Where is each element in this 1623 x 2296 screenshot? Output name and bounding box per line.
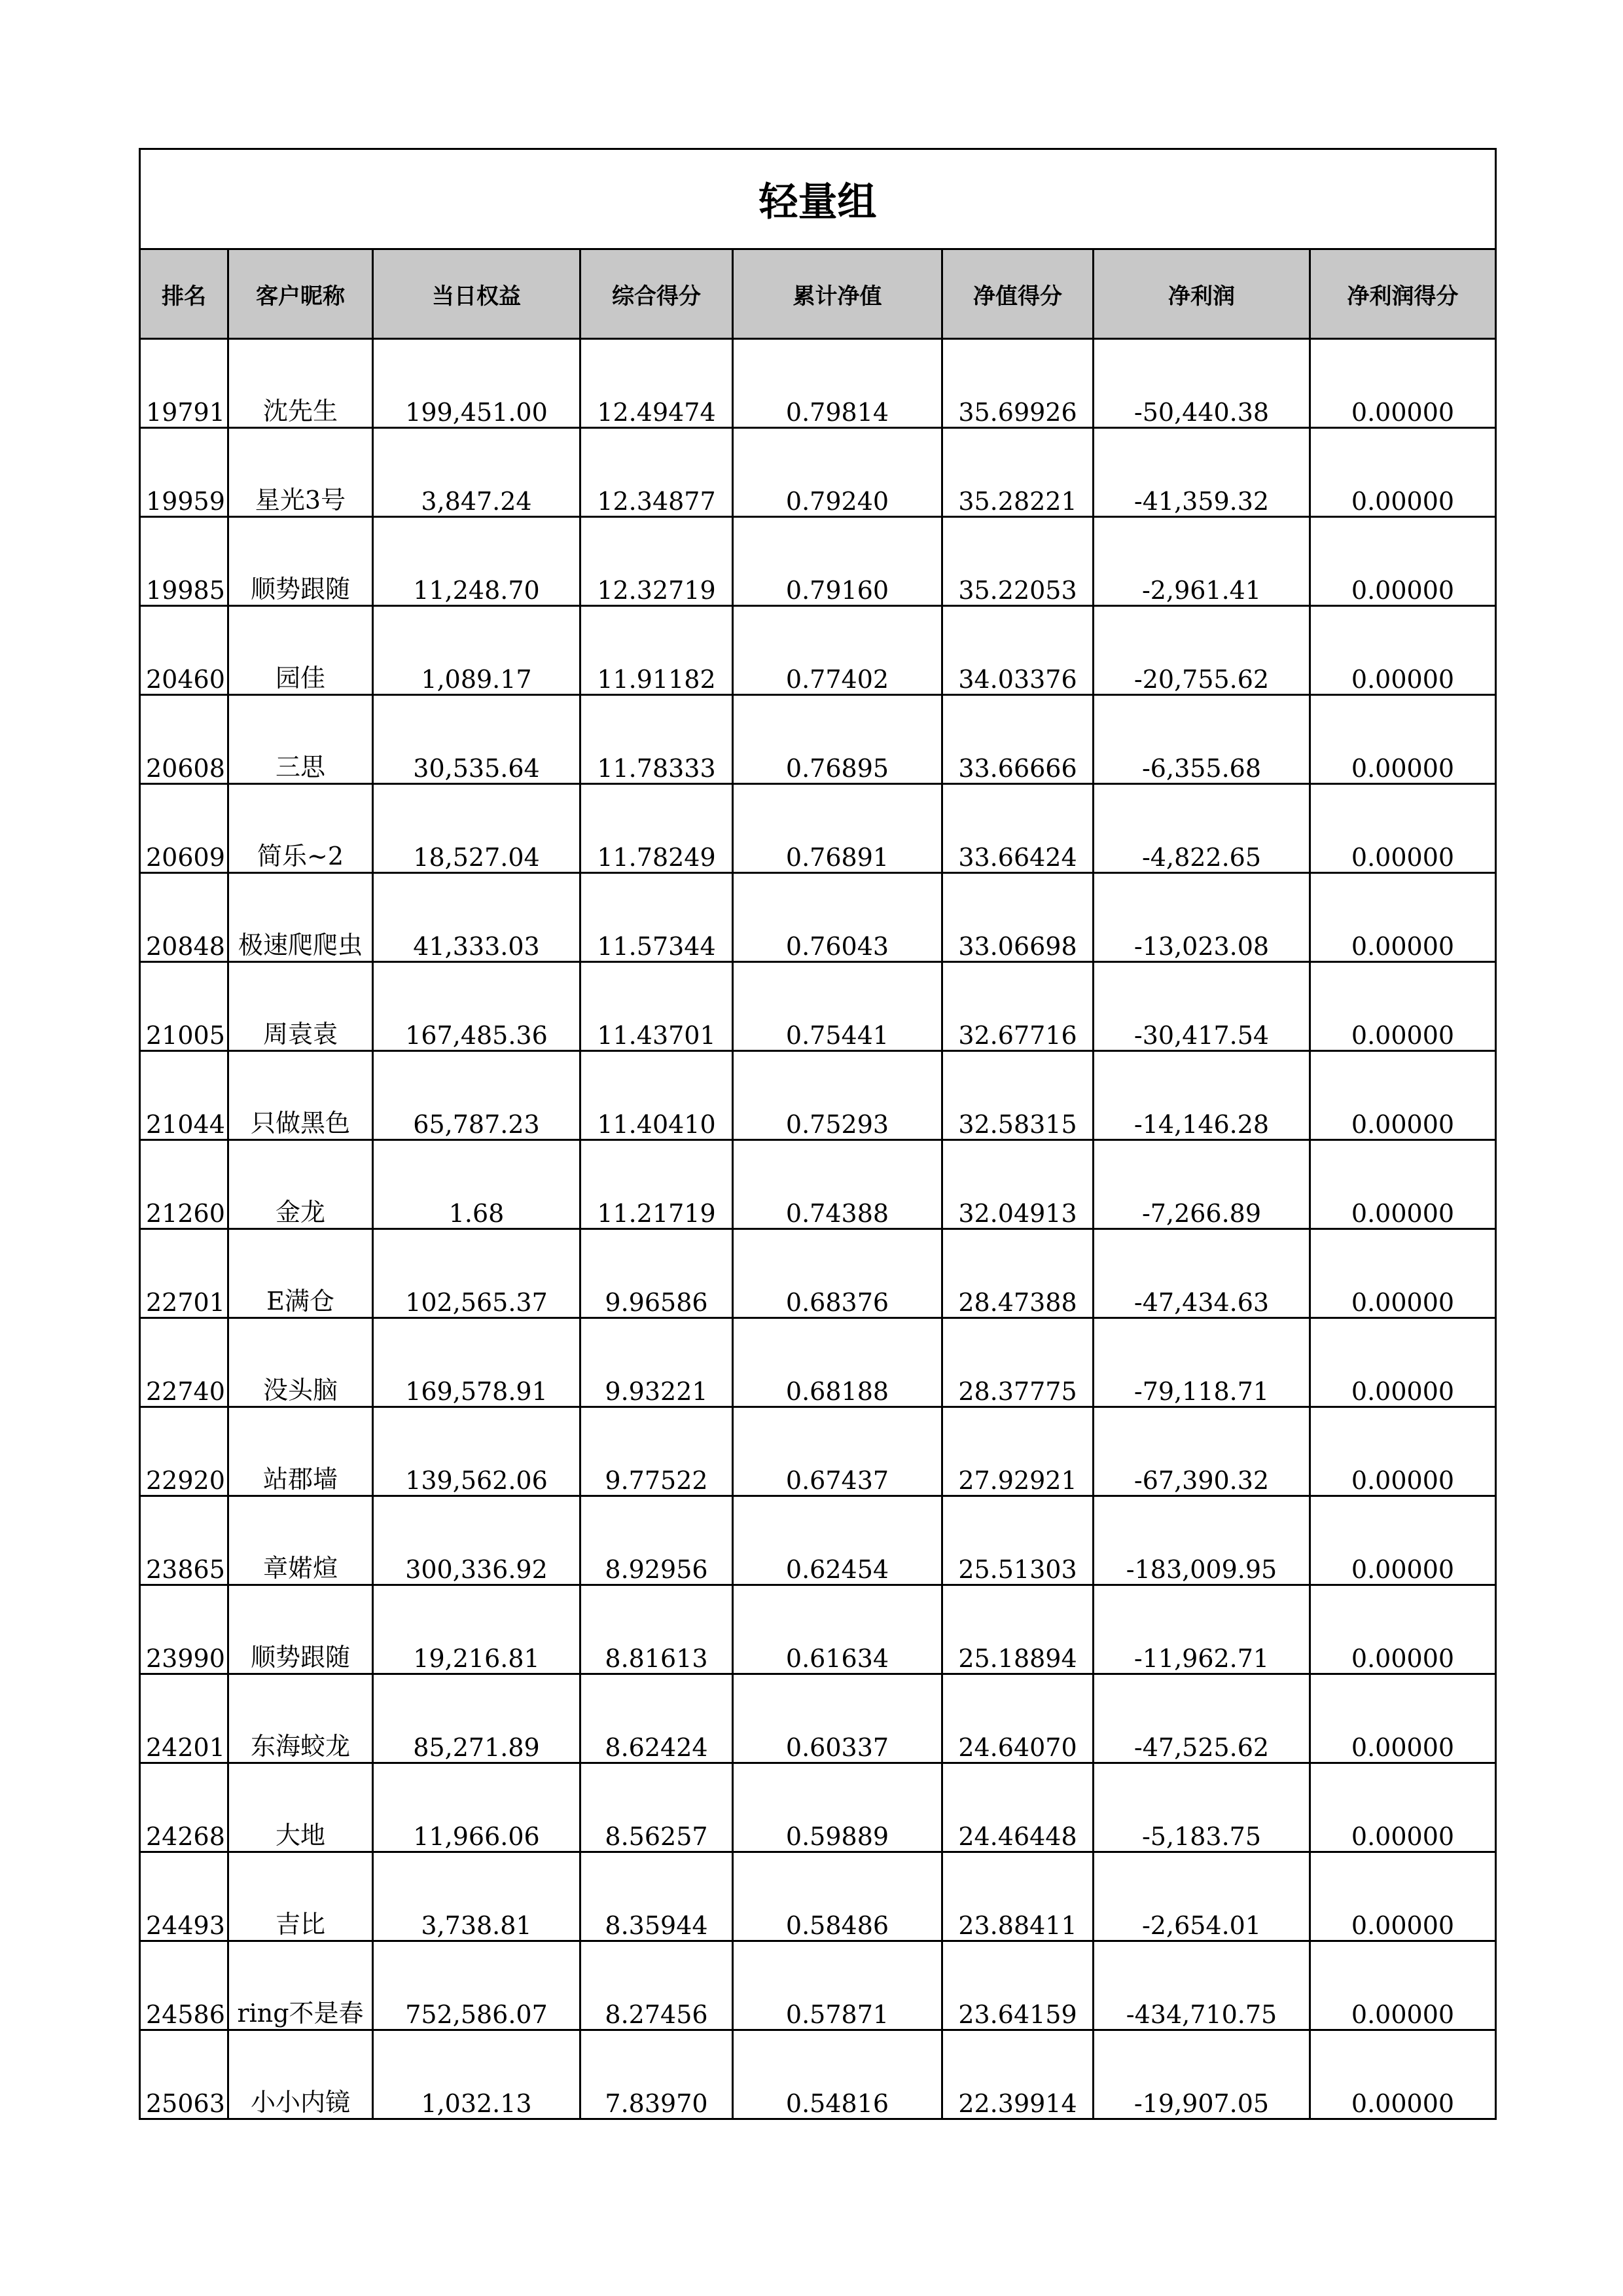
total-score-cell: 9.96586 [580, 1229, 733, 1318]
nickname-cell: 金龙 [228, 1140, 373, 1229]
table-row [140, 606, 1496, 695]
rank-cell: 20848 [140, 873, 228, 962]
equity-cell: 3,847.24 [373, 428, 580, 517]
net-profit-cell: -4,822.65 [1094, 784, 1310, 873]
nav-score-cell: 34.03376 [942, 606, 1094, 695]
equity-cell: 1,032.13 [373, 2030, 580, 2119]
net-profit-score-cell: 0.00000 [1310, 1229, 1496, 1318]
cumulative-nav-cell: 0.79160 [733, 517, 942, 606]
nickname-cell: E满仓 [228, 1229, 373, 1318]
total-score-cell: 12.32719 [580, 517, 733, 606]
nav-score-cell: 25.51303 [942, 1496, 1094, 1585]
nickname-cell: 站郡墙 [228, 1407, 373, 1496]
table-row [140, 1407, 1496, 1496]
rank-cell: 22701 [140, 1229, 228, 1318]
nickname-cell: 简乐~2 [228, 784, 373, 873]
total-score-cell: 8.62424 [580, 1674, 733, 1763]
nickname-cell: 没头脑 [228, 1318, 373, 1407]
equity-cell: 18,527.04 [373, 784, 580, 873]
rank-cell: 24201 [140, 1674, 228, 1763]
net-profit-score-cell: 0.00000 [1310, 695, 1496, 784]
col-header-net-profit: 净利润 [1094, 249, 1310, 339]
net-profit-cell: -2,961.41 [1094, 517, 1310, 606]
net-profit-cell: -47,434.63 [1094, 1229, 1310, 1318]
equity-cell: 169,578.91 [373, 1318, 580, 1407]
nickname-cell: 三思 [228, 695, 373, 784]
rank-cell: 25063 [140, 2030, 228, 2119]
total-score-cell: 8.81613 [580, 1585, 733, 1674]
table-body [140, 339, 1496, 2119]
equity-cell: 3,738.81 [373, 1852, 580, 1941]
equity-cell: 11,248.70 [373, 517, 580, 606]
nickname-cell: ring不是春 [228, 1941, 373, 2030]
table-title: 轻量组 [140, 149, 1496, 249]
cumulative-nav-cell: 0.68188 [733, 1318, 942, 1407]
cumulative-nav-cell: 0.76043 [733, 873, 942, 962]
rank-cell: 21044 [140, 1051, 228, 1140]
net-profit-score-cell: 0.00000 [1310, 873, 1496, 962]
cumulative-nav-cell: 0.76895 [733, 695, 942, 784]
table-row [140, 962, 1496, 1051]
equity-cell: 41,333.03 [373, 873, 580, 962]
equity-cell: 752,586.07 [373, 1941, 580, 2030]
nickname-cell: 东海蛟龙 [228, 1674, 373, 1763]
nav-score-cell: 35.28221 [942, 428, 1094, 517]
nav-score-cell: 33.66666 [942, 695, 1094, 784]
total-score-cell: 9.93221 [580, 1318, 733, 1407]
net-profit-score-cell: 0.00000 [1310, 784, 1496, 873]
col-header-net-profit-score: 净利润得分 [1310, 249, 1496, 339]
nav-score-cell: 32.58315 [942, 1051, 1094, 1140]
net-profit-score-cell: 0.00000 [1310, 1585, 1496, 1674]
cumulative-nav-cell: 0.75293 [733, 1051, 942, 1140]
net-profit-cell: -20,755.62 [1094, 606, 1310, 695]
title-row [140, 149, 1496, 249]
total-score-cell: 12.49474 [580, 339, 733, 428]
nav-score-cell: 28.47388 [942, 1229, 1094, 1318]
net-profit-score-cell: 0.00000 [1310, 1318, 1496, 1407]
total-score-cell: 11.40410 [580, 1051, 733, 1140]
nav-score-cell: 22.39914 [942, 2030, 1094, 2119]
cumulative-nav-cell: 0.58486 [733, 1852, 942, 1941]
nickname-cell: 星光3号 [228, 428, 373, 517]
col-header-nickname: 客户昵称 [228, 249, 373, 339]
net-profit-score-cell: 0.00000 [1310, 1407, 1496, 1496]
equity-cell: 139,562.06 [373, 1407, 580, 1496]
equity-cell: 65,787.23 [373, 1051, 580, 1140]
net-profit-cell: -47,525.62 [1094, 1674, 1310, 1763]
nav-score-cell: 32.04913 [942, 1140, 1094, 1229]
net-profit-cell: -434,710.75 [1094, 1941, 1310, 2030]
net-profit-cell: -14,146.28 [1094, 1051, 1310, 1140]
equity-cell: 167,485.36 [373, 962, 580, 1051]
total-score-cell: 11.78333 [580, 695, 733, 784]
equity-cell: 1,089.17 [373, 606, 580, 695]
nav-score-cell: 24.46448 [942, 1763, 1094, 1852]
equity-cell: 85,271.89 [373, 1674, 580, 1763]
cumulative-nav-cell: 0.76891 [733, 784, 942, 873]
total-score-cell: 11.57344 [580, 873, 733, 962]
nav-score-cell: 35.22053 [942, 517, 1094, 606]
total-score-cell: 11.43701 [580, 962, 733, 1051]
nickname-cell: 章婼煊 [228, 1496, 373, 1585]
rank-cell: 24493 [140, 1852, 228, 1941]
net-profit-score-cell: 0.00000 [1310, 1852, 1496, 1941]
table-row [140, 1674, 1496, 1763]
nav-score-cell: 35.69926 [942, 339, 1094, 428]
table-row [140, 1140, 1496, 1229]
nav-score-cell: 23.88411 [942, 1852, 1094, 1941]
rank-cell: 24268 [140, 1763, 228, 1852]
cumulative-nav-cell: 0.61634 [733, 1585, 942, 1674]
nickname-cell: 大地 [228, 1763, 373, 1852]
net-profit-score-cell: 0.00000 [1310, 1496, 1496, 1585]
total-score-cell: 8.27456 [580, 1941, 733, 2030]
col-header-cumulative-nav: 累计净值 [733, 249, 942, 339]
cumulative-nav-cell: 0.74388 [733, 1140, 942, 1229]
cumulative-nav-cell: 0.75441 [733, 962, 942, 1051]
net-profit-score-cell: 0.00000 [1310, 1051, 1496, 1140]
net-profit-score-cell: 0.00000 [1310, 428, 1496, 517]
net-profit-score-cell: 0.00000 [1310, 1674, 1496, 1763]
net-profit-cell: -5,183.75 [1094, 1763, 1310, 1852]
table-row [140, 873, 1496, 962]
table-row [140, 428, 1496, 517]
cumulative-nav-cell: 0.68376 [733, 1229, 942, 1318]
net-profit-cell: -7,266.89 [1094, 1140, 1310, 1229]
nickname-cell: 园佳 [228, 606, 373, 695]
rank-cell: 22740 [140, 1318, 228, 1407]
net-profit-cell: -67,390.32 [1094, 1407, 1310, 1496]
nav-score-cell: 25.18894 [942, 1585, 1094, 1674]
rank-cell: 20609 [140, 784, 228, 873]
table-row [140, 1496, 1496, 1585]
table-row [140, 517, 1496, 606]
net-profit-cell: -79,118.71 [1094, 1318, 1310, 1407]
nickname-cell: 周袁袁 [228, 962, 373, 1051]
nav-score-cell: 27.92921 [942, 1407, 1094, 1496]
nickname-cell: 小小内镜 [228, 2030, 373, 2119]
table-row [140, 1941, 1496, 2030]
cumulative-nav-cell: 0.60337 [733, 1674, 942, 1763]
nickname-cell: 吉比 [228, 1852, 373, 1941]
total-score-cell: 7.83970 [580, 2030, 733, 2119]
col-header-nav-score: 净值得分 [942, 249, 1094, 339]
net-profit-score-cell: 0.00000 [1310, 2030, 1496, 2119]
net-profit-cell: -11,962.71 [1094, 1585, 1310, 1674]
total-score-cell: 9.77522 [580, 1407, 733, 1496]
net-profit-score-cell: 0.00000 [1310, 1140, 1496, 1229]
net-profit-cell: -30,417.54 [1094, 962, 1310, 1051]
table-row [140, 1051, 1496, 1140]
rank-cell: 19985 [140, 517, 228, 606]
col-header-equity: 当日权益 [373, 249, 580, 339]
total-score-cell: 11.78249 [580, 784, 733, 873]
net-profit-cell: -19,907.05 [1094, 2030, 1310, 2119]
col-header-total-score: 综合得分 [580, 249, 733, 339]
net-profit-cell: -183,009.95 [1094, 1496, 1310, 1585]
cumulative-nav-cell: 0.62454 [733, 1496, 942, 1585]
nav-score-cell: 23.64159 [942, 1941, 1094, 2030]
net-profit-score-cell: 0.00000 [1310, 339, 1496, 428]
table-row [140, 1763, 1496, 1852]
table-row [140, 1585, 1496, 1674]
total-score-cell: 8.56257 [580, 1763, 733, 1852]
rank-cell: 20608 [140, 695, 228, 784]
total-score-cell: 11.91182 [580, 606, 733, 695]
net-profit-cell: -6,355.68 [1094, 695, 1310, 784]
net-profit-score-cell: 0.00000 [1310, 1941, 1496, 2030]
table-row [140, 339, 1496, 428]
net-profit-score-cell: 0.00000 [1310, 1763, 1496, 1852]
net-profit-cell: -41,359.32 [1094, 428, 1310, 517]
nickname-cell: 沈先生 [228, 339, 373, 428]
cumulative-nav-cell: 0.67437 [733, 1407, 942, 1496]
equity-cell: 199,451.00 [373, 339, 580, 428]
net-profit-cell: -50,440.38 [1094, 339, 1310, 428]
equity-cell: 300,336.92 [373, 1496, 580, 1585]
nav-score-cell: 33.06698 [942, 873, 1094, 962]
nickname-cell: 顺势跟随 [228, 1585, 373, 1674]
table-row [140, 2030, 1496, 2119]
cumulative-nav-cell: 0.79240 [733, 428, 942, 517]
cumulative-nav-cell: 0.57871 [733, 1941, 942, 2030]
equity-cell: 19,216.81 [373, 1585, 580, 1674]
rank-cell: 23865 [140, 1496, 228, 1585]
net-profit-cell: -13,023.08 [1094, 873, 1310, 962]
col-header-rank: 排名 [140, 249, 228, 339]
equity-cell: 30,535.64 [373, 695, 580, 784]
rank-cell: 19791 [140, 339, 228, 428]
total-score-cell: 8.92956 [580, 1496, 733, 1585]
equity-cell: 1.68 [373, 1140, 580, 1229]
nickname-cell: 顺势跟随 [228, 517, 373, 606]
equity-cell: 102,565.37 [373, 1229, 580, 1318]
cumulative-nav-cell: 0.79814 [733, 339, 942, 428]
rank-cell: 24586 [140, 1941, 228, 2030]
cumulative-nav-cell: 0.54816 [733, 2030, 942, 2119]
net-profit-cell: -2,654.01 [1094, 1852, 1310, 1941]
rank-cell: 23990 [140, 1585, 228, 1674]
ranking-table [139, 148, 1497, 2120]
nav-score-cell: 32.67716 [942, 962, 1094, 1051]
net-profit-score-cell: 0.00000 [1310, 517, 1496, 606]
nickname-cell: 只做黑色 [228, 1051, 373, 1140]
total-score-cell: 12.34877 [580, 428, 733, 517]
total-score-cell: 8.35944 [580, 1852, 733, 1941]
rank-cell: 20460 [140, 606, 228, 695]
cumulative-nav-cell: 0.59889 [733, 1763, 942, 1852]
table-row [140, 695, 1496, 784]
nav-score-cell: 33.66424 [942, 784, 1094, 873]
nickname-cell: 极速爬爬虫 [228, 873, 373, 962]
net-profit-score-cell: 0.00000 [1310, 606, 1496, 695]
nav-score-cell: 28.37775 [942, 1318, 1094, 1407]
equity-cell: 11,966.06 [373, 1763, 580, 1852]
table-row [140, 1229, 1496, 1318]
total-score-cell: 11.21719 [580, 1140, 733, 1229]
rank-cell: 22920 [140, 1407, 228, 1496]
rank-cell: 19959 [140, 428, 228, 517]
rank-cell: 21005 [140, 962, 228, 1051]
nav-score-cell: 24.64070 [942, 1674, 1094, 1763]
table-row [140, 1318, 1496, 1407]
net-profit-score-cell: 0.00000 [1310, 962, 1496, 1051]
header-row [140, 249, 1496, 339]
table-row [140, 1852, 1496, 1941]
cumulative-nav-cell: 0.77402 [733, 606, 942, 695]
rank-cell: 21260 [140, 1140, 228, 1229]
table-row [140, 784, 1496, 873]
